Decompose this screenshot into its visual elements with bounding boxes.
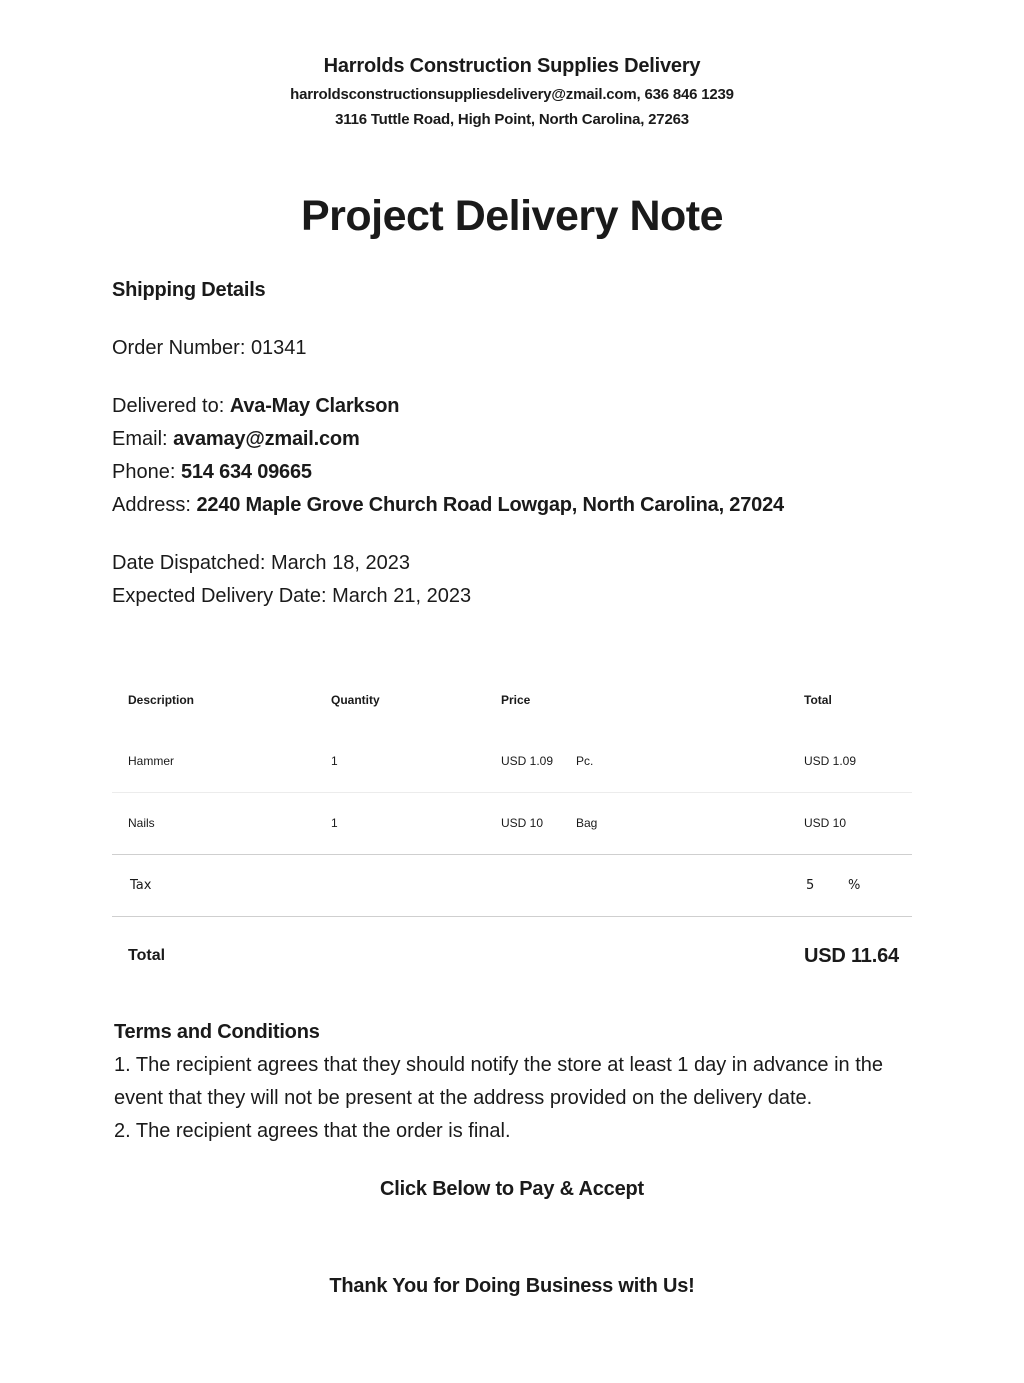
- terms-item: 1. The recipient agrees that they should notify the store at least 1 day in advance in the event that they will not be present at the address provided on the delivery date.: [114, 1054, 884, 1109]
- header-price: Price: [501, 693, 531, 707]
- address-label: Address:: [112, 494, 197, 516]
- delivered-to-line: [112, 390, 912, 423]
- phone-value: 514 634 09665: [180, 461, 312, 483]
- delivered-to-value: Ava-May Clarkson: [229, 395, 400, 417]
- item-description: Hammer: [128, 754, 175, 768]
- table-row: [112, 793, 912, 855]
- order-number-label: Order Number:: [112, 337, 251, 359]
- tax-value: 5: [806, 878, 815, 893]
- header-total: Total: [804, 693, 832, 707]
- delivery-dates: [112, 547, 912, 613]
- thank-you-message: Thank You for Doing Business with Us!: [329, 1275, 695, 1297]
- grand-total-label: Total: [128, 947, 166, 964]
- item-quantity: 1: [331, 816, 338, 830]
- order-number-value: 01341: [250, 337, 307, 359]
- company-contact: harroldsconstructionsuppliesdelivery@zmail.com, 636 846 1239: [290, 86, 734, 103]
- page-title: Project Delivery Note: [300, 192, 724, 240]
- order-number-line: [112, 332, 912, 365]
- item-price: USD 10: [501, 816, 544, 830]
- expected-delivery-value: March 21, 2023: [332, 585, 472, 607]
- expected-delivery-label: Expected Delivery Date:: [112, 585, 333, 607]
- terms-heading: Terms and Conditions: [114, 1021, 320, 1043]
- company-name: Harrolds Construction Supplies Delivery: [323, 55, 701, 77]
- item-total: USD 10: [804, 816, 847, 830]
- item-unit: Pc.: [576, 754, 594, 768]
- terms-item: 2. The recipient agrees that the order is final.: [114, 1120, 511, 1142]
- tax-label: Tax: [130, 878, 152, 893]
- item-price: USD 1.09: [501, 754, 554, 768]
- pay-and-accept-prompt: Click Below to Pay & Accept: [380, 1178, 644, 1200]
- address-line: [112, 489, 912, 522]
- recipient-details: [112, 390, 912, 522]
- item-total: USD 1.09: [804, 754, 857, 768]
- shipping-details-heading: Shipping Details: [112, 279, 266, 301]
- email-label: Email:: [112, 428, 174, 450]
- expected-delivery-line: [112, 580, 912, 613]
- grand-total-value: USD 11.64: [804, 945, 899, 967]
- table-header-row: [112, 670, 912, 731]
- table-row: [112, 731, 912, 793]
- company-address: 3116 Tuttle Road, High Point, North Carolina, 27263: [335, 111, 689, 128]
- items-table: [112, 670, 912, 995]
- date-dispatched-label: Date Dispatched:: [112, 552, 271, 574]
- company-header: [0, 52, 1024, 132]
- phone-label: Phone:: [112, 461, 181, 483]
- grand-total-row: [112, 917, 912, 995]
- tax-unit: %: [848, 878, 861, 893]
- email-line: [112, 423, 912, 456]
- address-value: 2240 Maple Grove Church Road Lowgap, North Carolina, 27024: [196, 494, 784, 516]
- item-description: Nails: [128, 816, 155, 830]
- delivered-to-label: Delivered to:: [112, 395, 230, 417]
- header-quantity: Quantity: [331, 693, 380, 707]
- item-quantity: 1: [331, 754, 338, 768]
- tax-row: [112, 855, 912, 917]
- header-description: Description: [128, 693, 195, 707]
- terms-and-conditions: [114, 1016, 904, 1148]
- item-unit: Bag: [576, 816, 598, 830]
- email-value: avamay@zmail.com: [173, 428, 360, 450]
- phone-line: [112, 456, 912, 489]
- date-dispatched-value: March 18, 2023: [270, 552, 410, 574]
- date-dispatched-line: [112, 547, 912, 580]
